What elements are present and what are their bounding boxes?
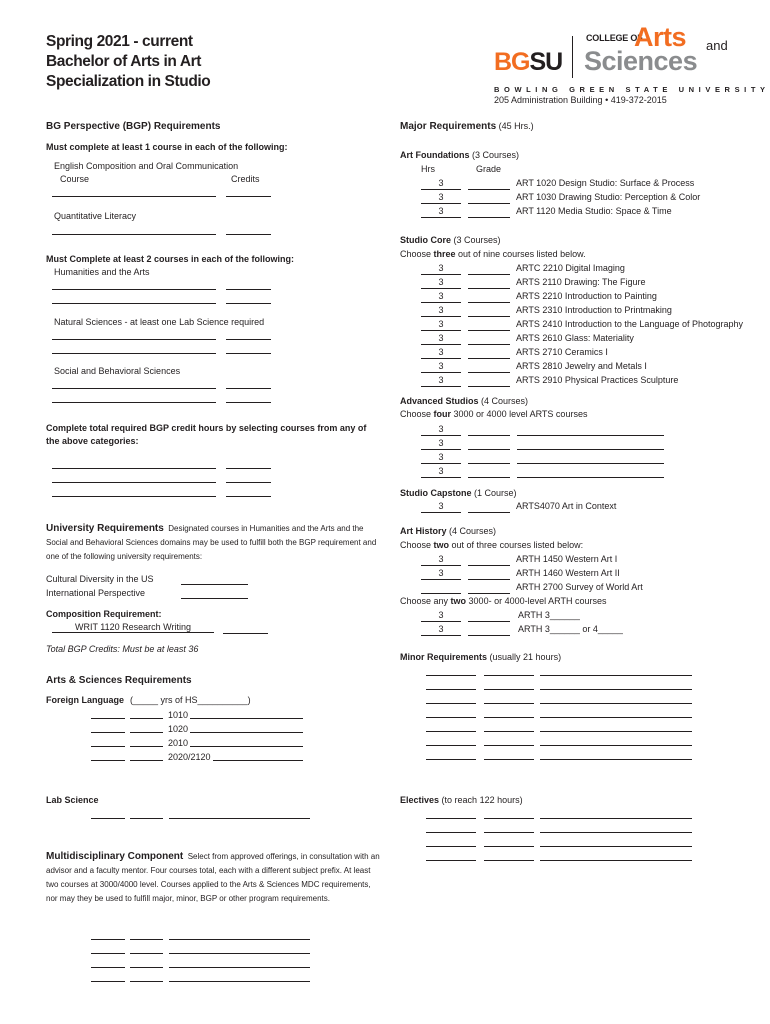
course-hours: 3 [438,291,444,301]
blank-line[interactable] [52,289,216,290]
course-name: ARTC 2210 Digital Imaging [516,263,625,273]
blank-line[interactable] [540,846,692,847]
mdc-desc: Select from approved offerings, in consultation with an advisor and a faculty mentor. Four courses total, each with a different subject prefix. At least two courses at 3000/4000 level. Courses applied to the Arts & Sciences MDC requirements, nor may they be used to fulfill major, minor, BGP or other program requirements. [46,852,380,903]
core-count: (3 Courses) [453,235,501,245]
hours-line[interactable] [421,593,461,594]
blank-line[interactable] [426,731,476,732]
advanced-hours: 3 [438,452,444,462]
univ-cultural: Cultural Diversity in the US [46,574,154,584]
blank-line[interactable] [226,496,271,497]
course-hours: 3 [438,192,444,202]
blank-line[interactable] [181,584,248,585]
comp-writ: WRIT 1120 Research Writing [52,622,214,633]
history-heading-row [400,526,496,536]
blank-line[interactable] [169,981,310,982]
core-choose [400,249,586,259]
hours-line[interactable] [421,344,461,345]
blank-line[interactable] [223,633,268,634]
course-hours: 3 [438,375,444,385]
major-hours: (45 Hrs.) [498,121,534,131]
hours-line[interactable] [421,217,461,218]
blank-line[interactable] [91,981,125,982]
course-name: ARTS 2410 Introduction to the Language of Photography [516,319,743,329]
blank-line[interactable] [169,939,310,940]
major-heading-row [400,121,534,132]
blank-line[interactable] [484,818,534,819]
logo-university: BOWLING GREEN STATE UNIVERSITY [494,85,770,94]
advanced-heading-row [400,396,528,406]
blank-line[interactable] [421,512,461,513]
history-any-post: 3000- or 4000-level ARTH courses [466,596,607,606]
hrs-label: Hrs [421,164,435,174]
blank-line[interactable] [213,760,303,761]
course-name: ARTH 1450 Western Art I [516,554,618,564]
history-any [400,596,606,606]
blank-line[interactable] [226,303,271,304]
course-hours: 3 [438,333,444,343]
advanced-hours: 3 [438,424,444,434]
hours-line[interactable] [421,316,461,317]
history-any-bold: two [450,596,467,606]
course-hours: 3 [438,347,444,357]
bgp-humanities: Humanities and the Arts [54,267,150,277]
blank-line[interactable] [52,303,216,304]
blank-line[interactable] [91,760,125,761]
history-any-hours: 3 [438,624,444,634]
blank-line[interactable] [540,818,692,819]
foundations-heading-row [400,150,519,160]
bgp-complete-total: Complete total required BGP credit hours by selecting courses from any of the above categories: [46,423,367,446]
history-any-pre: Choose any [400,596,451,606]
blank-line[interactable] [52,196,216,197]
blank-line[interactable] [226,468,271,469]
title-line-2: Bachelor of Arts in Art [46,53,202,70]
blank-line[interactable] [91,953,125,954]
course-name: ARTS 2310 Introduction to Printmaking [516,305,672,315]
course-name: ARTS 2710 Ceramics I [516,347,608,357]
blank-line[interactable] [426,745,476,746]
hours-line[interactable] [421,372,461,373]
grade-line[interactable] [468,593,510,594]
foundations-count: (3 Courses) [472,150,520,160]
history-choose [400,540,583,550]
hours-line[interactable] [421,449,461,450]
blank-line[interactable] [426,846,476,847]
grade-line[interactable] [468,288,510,289]
course-hours: 3 [438,319,444,329]
lab-science-label: Lab Science [46,795,99,805]
course-name: ARTS 2810 Jewelry and Metals I [516,361,647,371]
grade-line[interactable] [468,302,510,303]
advanced-hours: 3 [438,438,444,448]
grade-line[interactable] [468,621,510,622]
blank-line[interactable] [426,717,476,718]
electives-heading: Electives [400,795,440,805]
logo-college-of: COLLEGE OF [586,33,643,43]
foreign-level: 2020/2120 [168,752,211,762]
logo-sciences: Sciences [584,46,698,76]
grade-line[interactable] [468,344,510,345]
course-line[interactable] [517,449,664,450]
grade-line[interactable] [468,316,510,317]
logo-arts: Arts [634,22,687,52]
hours-line[interactable] [421,274,461,275]
course-name: ARTH 1460 Western Art II [516,568,620,578]
blank-line[interactable] [484,717,534,718]
blank-line[interactable] [91,746,125,747]
grade-line[interactable] [468,274,510,275]
course-line[interactable] [517,463,664,464]
blank-line[interactable] [130,953,163,954]
blank-line[interactable] [540,731,692,732]
blank-line[interactable] [226,482,271,483]
artsci-heading: Arts & Sciences Requirements [46,675,192,686]
blank-line[interactable] [169,967,310,968]
bgp-course-label: Course [60,174,90,184]
grade-label: Grade [476,164,502,174]
blank-line[interactable] [190,732,303,733]
advanced-hours: 3 [438,466,444,476]
course-name: ARTS 2910 Physical Practices Sculpture [516,375,679,385]
blank-line[interactable] [484,731,534,732]
bgp-must-one: Must complete at least 1 course in each of the following: [46,142,288,152]
hours-line[interactable] [421,358,461,359]
blank-line[interactable] [426,675,476,676]
blank-line[interactable] [226,353,271,354]
blank-line[interactable] [181,598,248,599]
bgp-heading: BG Perspective (BGP) Requirements [46,121,221,132]
advanced-choose [400,409,587,419]
blank-line[interactable] [226,196,271,197]
history-count: (4 Courses) [449,526,497,536]
bgsu-logo [494,48,562,77]
title-line-3: Specialization in Studio [46,73,211,90]
blank-line[interactable] [52,482,216,483]
capstone-hours: 3 [438,501,444,511]
blank-line[interactable] [484,703,534,704]
advanced-choose-bold: four [433,409,452,419]
total-bgp: Total BGP Credits: Must be at least 36 [46,644,199,654]
blank-line[interactable] [540,832,692,833]
grade-line[interactable] [468,189,510,190]
blank-line[interactable] [52,234,216,235]
course-name: ARTS 2210 Introduction to Painting [516,291,657,301]
minor-heading: Minor Requirements [400,652,488,662]
history-choose-pre: Choose [400,540,434,550]
title-line-1: Spring 2021 - current [46,33,193,50]
course-hours: 3 [438,178,444,188]
blank-line[interactable] [130,718,163,719]
blank-line[interactable] [426,703,476,704]
hours-line[interactable] [421,579,461,580]
blank-line[interactable] [540,759,692,760]
univ-desc: Designated courses in Humanities and the Arts and the Social and Behavioral Sciences domains may be used to fulfill both the BGP requirement and one of the following university requirements: [46,524,377,561]
hours-line[interactable] [421,189,461,190]
hours-line[interactable] [421,463,461,464]
blank-line[interactable] [484,846,534,847]
univ-heading: University Requirements [46,523,164,534]
core-choose-bold: three [433,249,456,259]
blank-line[interactable] [426,689,476,690]
comp-heading: Composition Requirement: [46,609,162,619]
blank-line[interactable] [226,234,271,235]
grade-line[interactable] [468,477,510,478]
grade-line[interactable] [468,372,510,373]
electives-heading-row [400,795,523,805]
course-name: ARTH 2700 Survey of World Art [516,582,643,592]
foreign-level: 1010 [168,710,189,720]
blank-line[interactable] [52,339,216,340]
logo-bg: BG [494,48,530,76]
capstone-heading: Studio Capstone [400,488,472,498]
blank-line[interactable] [130,981,163,982]
blank-line[interactable] [130,732,163,733]
grade-line[interactable] [468,579,510,580]
core-heading-row [400,235,501,245]
capstone-course: ARTS4070 Art in Context [516,501,617,511]
course-hours: 3 [438,263,444,273]
blank-line[interactable] [421,635,461,636]
mdc-block [46,850,380,906]
grade-line[interactable] [468,463,510,464]
blank-line[interactable] [540,745,692,746]
history-choose-post: out of three courses listed below: [449,540,584,550]
blank-line[interactable] [484,759,534,760]
course-hours: 3 [438,568,444,578]
course-name: ART 1020 Design Studio: Surface & Process [516,178,695,188]
blank-line[interactable] [169,953,310,954]
foundations-heading: Art Foundations [400,150,470,160]
blank-line[interactable] [169,818,310,819]
logo-and: and [706,38,728,53]
blank-line[interactable] [540,703,692,704]
course-hours: 3 [438,277,444,287]
blank-line[interactable] [226,402,271,403]
univ-international: International Perspective [46,588,146,598]
course-name: ARTS 2610 Glass: Materiality [516,333,634,343]
hours-line[interactable] [421,386,461,387]
course-name: ART 1030 Drawing Studio: Perception & Color [516,192,701,202]
blank-line[interactable] [226,388,271,389]
hours-line[interactable] [421,435,461,436]
advanced-choose-pre: Choose [400,409,434,419]
mdc-heading: Multidisciplinary Component [46,851,184,862]
blank-line[interactable] [130,818,163,819]
bgp-social: Social and Behavioral Sciences [54,366,181,376]
history-arth3: ARTH 3______ [518,610,580,620]
blank-line[interactable] [130,939,163,940]
hours-line[interactable] [421,288,461,289]
grade-line[interactable] [468,449,510,450]
blank-line[interactable] [421,621,461,622]
logo-su: SU [529,48,563,76]
core-choose-pre: Choose [400,249,434,259]
history-choose-bold: two [433,540,450,550]
bgp-credits-label: Credits [231,174,260,184]
grade-line[interactable] [468,435,510,436]
hours-line[interactable] [421,302,461,303]
blank-line[interactable] [226,289,271,290]
course-line[interactable] [517,477,664,478]
grade-line[interactable] [468,635,510,636]
blank-line[interactable] [91,939,125,940]
logo-address: 205 Administration Building • 419-372-2015 [494,95,667,105]
course-hours: 3 [438,206,444,216]
grade-line[interactable] [468,386,510,387]
course-hours: 3 [438,361,444,371]
blank-line[interactable] [52,468,216,469]
blank-line[interactable] [540,675,692,676]
history-heading: Art History [400,526,447,536]
blank-line[interactable] [52,402,216,403]
advanced-heading: Advanced Studios [400,396,479,406]
blank-line[interactable] [484,832,534,833]
blank-line[interactable] [52,388,216,389]
hours-line[interactable] [421,330,461,331]
grade-line[interactable] [468,358,510,359]
bgp-english: English Composition and Oral Communication [54,161,239,171]
grade-line[interactable] [468,217,510,218]
logo-divider [572,36,573,78]
blank-line[interactable] [426,759,476,760]
grade-line[interactable] [468,512,510,513]
hours-line[interactable] [421,565,461,566]
core-choose-post: out of nine courses listed below. [455,249,586,259]
foreign-label: Foreign Language [46,695,125,705]
minor-heading-row [400,652,561,662]
blank-line[interactable] [130,760,163,761]
blank-line[interactable] [91,718,125,719]
advanced-choose-post: 3000 or 4000 level ARTS courses [451,409,588,419]
blank-line[interactable] [484,860,534,861]
course-name: ARTS 2110 Drawing: The Figure [516,277,646,287]
course-line[interactable] [517,435,664,436]
blank-line[interactable] [190,718,303,719]
blank-line[interactable] [484,745,534,746]
course-hours: 3 [438,305,444,315]
blank-line[interactable] [226,339,271,340]
blank-line[interactable] [540,689,692,690]
bgp-quant: Quantitative Literacy [54,211,137,221]
major-heading: Major Requirements [400,121,497,132]
grade-line[interactable] [468,565,510,566]
hours-line[interactable] [421,477,461,478]
blank-line[interactable] [91,967,125,968]
univ-block [46,522,380,564]
blank-line[interactable] [52,353,216,354]
course-name: ART 1120 Media Studio: Space & Time [516,206,672,216]
foreign-level: 1020 [168,724,189,734]
blank-line[interactable] [540,717,692,718]
core-heading: Studio Core [400,235,451,245]
foreign-yrs: (_____ yrs of HS__________) [130,695,251,705]
blank-line[interactable] [130,967,163,968]
bgp-must-two: Must Complete at least 2 courses in each of the following: [46,254,295,264]
grade-line[interactable] [468,330,510,331]
electives-hours: (to reach 122 hours) [441,795,523,805]
course-hours: 3 [438,554,444,564]
advanced-count: (4 Courses) [481,396,529,406]
blank-line[interactable] [484,675,534,676]
blank-line[interactable] [484,689,534,690]
bgp-natural: Natural Sciences - at least one Lab Science required [54,317,265,327]
capstone-heading-row [400,488,517,498]
blank-line[interactable] [426,818,476,819]
minor-hours: (usually 21 hours) [489,652,562,662]
hours-line[interactable] [421,203,461,204]
history-any-hours: 3 [438,610,444,620]
capstone-count: (1 Course) [474,488,517,498]
blank-line[interactable] [426,832,476,833]
blank-line[interactable] [540,860,692,861]
blank-line[interactable] [190,746,303,747]
foreign-level: 2010 [168,738,189,748]
page-title [46,32,210,92]
blank-line[interactable] [52,496,216,497]
blank-line[interactable] [130,746,163,747]
blank-line[interactable] [91,732,125,733]
blank-line[interactable] [426,860,476,861]
grade-line[interactable] [468,203,510,204]
blank-line[interactable] [91,818,125,819]
history-arth3b: ARTH 3______ or 4_____ [518,624,623,634]
